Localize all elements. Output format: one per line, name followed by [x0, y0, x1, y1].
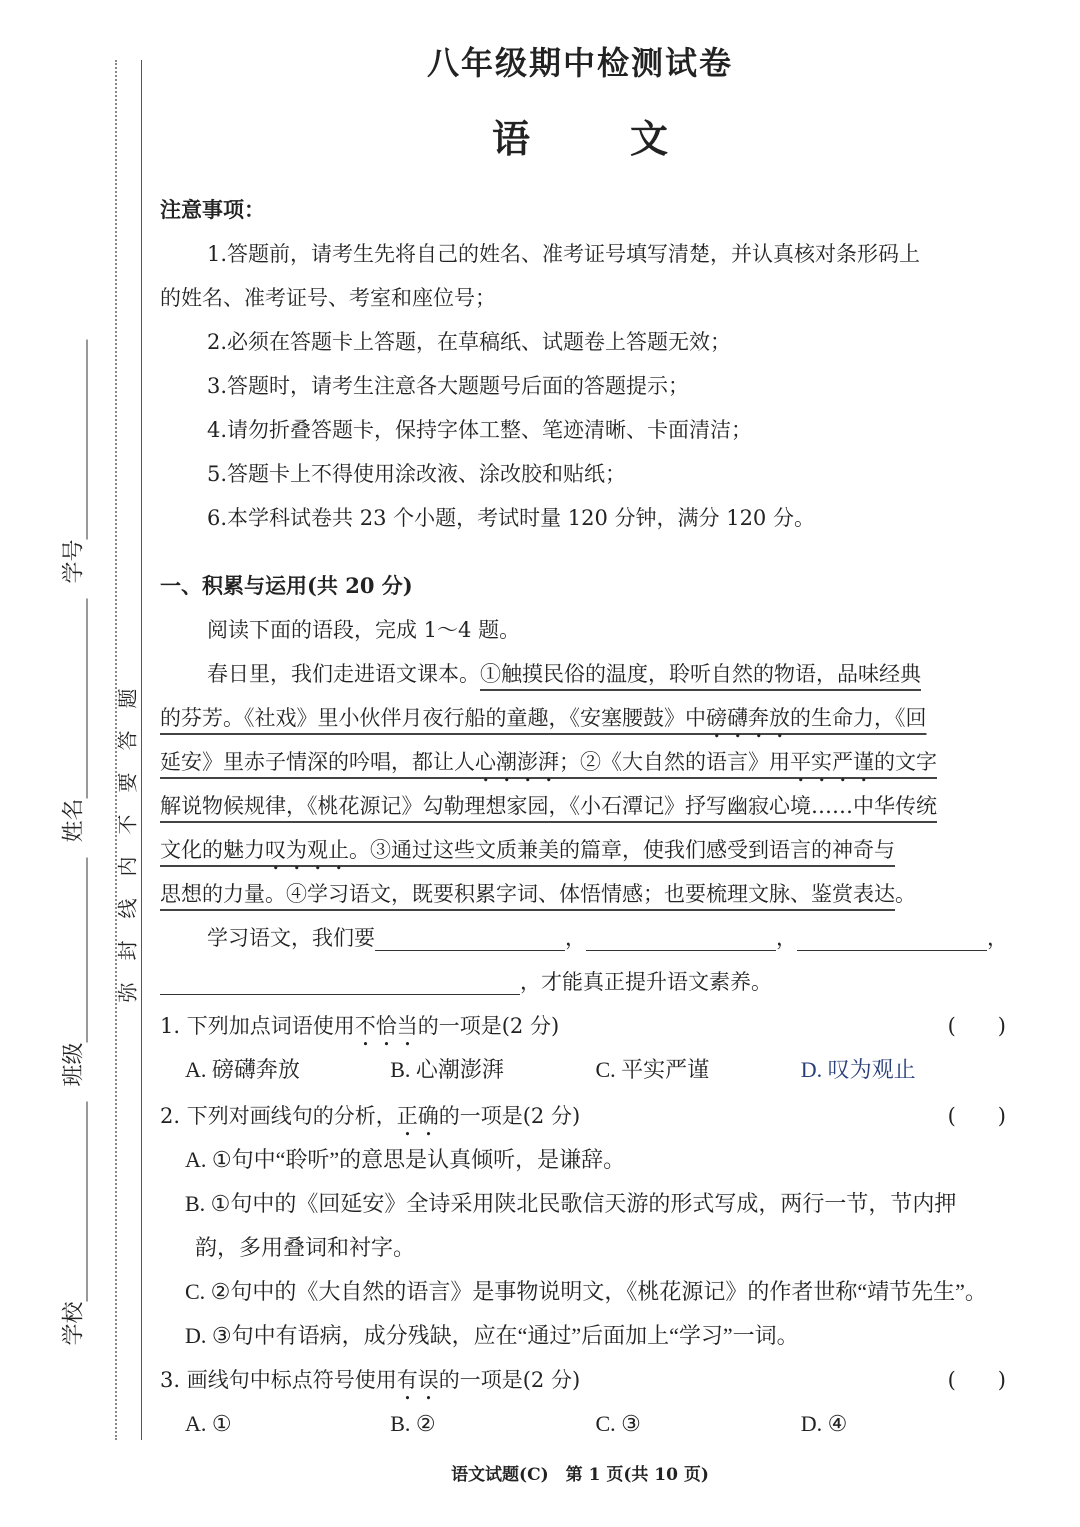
- question-3: 3. 画线句中标点符号使用有误的一项是(2 分) ( ): [160, 1358, 1006, 1402]
- option: D. ③句中有语病，成分残缺，应在“通过”后面加上“学习”一词。: [185, 1323, 799, 1348]
- name-field[interactable]: 姓名: [57, 598, 88, 842]
- subject-title: 语 文: [491, 116, 669, 161]
- school-field[interactable]: 学校: [57, 1101, 88, 1345]
- answer-paren[interactable]: ( ): [947, 1104, 1006, 1128]
- answer-paren[interactable]: ( ): [947, 1014, 1006, 1038]
- option: A. 磅礴奔放: [185, 1057, 300, 1082]
- class-field[interactable]: 班级: [57, 857, 88, 1086]
- option: B. ②: [390, 1411, 436, 1436]
- binding-line: [141, 60, 142, 1440]
- exam-body: 注意事项： 1.答题前，请考生先将自己的姓名、准考证号填写清楚，并认真核对条形码上 的姓名、准考证号、考室和座位号； 2.必须在答题卡上答题，在草稿纸、试题卷上答题无效； 3.答题时，请考生注意各大题题号后面的答题提示； 4.请勿折叠答题卡，保持字体工整、笔迹清晰、卡面清洁； 5.答题卡上不得使用涂改液、涂改胶和贴纸； 6.本学科试卷共 23 个小题，考试时量 120 分钟，满分 120 分。 一、积累与运用(共 20 分) 阅读下面的语段，完成 1～4 题。 春日里，我们走进语文课本。①触摸民俗的温度，聆听自然的物语，品味经典 的芬芳。《社戏》里小伙伴月夜行船的童趣，《安塞腰鼓》中磅礴奔放的生命力，《回 延安》里赤子情深的吟唱，都让人心潮澎湃；②《大自然的语言》用平实严谨的文字 解说物候规律，《桃花源记》勾勒理想家园，《小石潭记》抒写幽寂心境……中华传统 文化的魅力叹为观止。③通过这些文质兼美的篇章，使我们感受到语言的神奇与 思想的力量。④学习语文，既要积累字词、体悟情感；也要梳理文脉、鉴赏表达。 学习语文，我们要 ， ， ， ，才能真正提升语文素养。 1. 下列加点词语使用不恰当的一项是(2 分) ( ) A. 磅礴奔放 B. 心潮澎湃 C. 平实严谨 D. 叹为观止 2. 下列对画线句的分析，正确的一项是(2 分) ( ) A. ①句中“聆听”的意思是认真倾听，是谦辞。 B. ①句中的《回延安》全诗采用陕北民歌信天游的形式写成，两行一节，节内押 韵，多用叠词和衬字。 C. ②句中的《大自然的语言》是事物说明文，《桃花源记》的作者世称“靖节先生”。 D. ③句中有语病，成分残缺，应在“通过”后面加上“学习”一词。 3. 画线句中标点符号使用有误的一项是(2 分) ( ) A. ① B. ② C. ③ D. ④: [160, 188, 1006, 1448]
- option: A. ①: [185, 1411, 232, 1436]
- option: C. ③: [595, 1411, 641, 1436]
- notice-heading: 注意事项：: [160, 197, 265, 222]
- notice-item: 2.必须在答题卡上答题，在草稿纸、试题卷上答题无效；: [207, 330, 732, 354]
- passage: 春日里，我们走进语文课本。①触摸民俗的温度，聆听自然的物语，品味经典 的芬芳。《社戏》里小伙伴月夜行船的童趣，《安塞腰鼓》中磅礴奔放的生命力，《回 延安》里赤子情深的吟唱，都让人心潮澎湃；②《大自然的语言》用平实严谨的文字 解说物候规律，《桃花源记》勾勒理想家园，《小石潭记》抒写幽寂心境……中华传统 文化的魅力叹为观止。③通过这些文质兼美的篇章，使我们感受到语言的神奇与 思想的力量。④学习语文，既要积累字词、体悟情感；也要梳理文脉、鉴赏表达。: [160, 662, 937, 906]
- option: D. 叹为观止: [800, 1057, 916, 1082]
- option: C. ②句中的《大自然的语言》是事物说明文，《桃花源记》的作者世称“靖节先生”。: [185, 1279, 987, 1304]
- question-1: 1. 下列加点词语使用不恰当的一项是(2 分) ( ): [160, 1004, 1006, 1048]
- option: A. ①句中“聆听”的意思是认真倾听，是谦辞。: [185, 1147, 626, 1172]
- answer-blank[interactable]: [797, 921, 987, 951]
- answer-paren[interactable]: ( ): [947, 1368, 1006, 1392]
- notice-item: 的姓名、准考证号、考室和座位号；: [160, 286, 496, 310]
- option: B. ①句中的《回延安》全诗采用陕北民歌信天游的形式写成，两行一节，节内押: [185, 1191, 957, 1216]
- student-info-fields: [57, 246, 88, 1346]
- student-id-field[interactable]: 学号: [57, 339, 88, 583]
- option: B. 心潮澎湃: [390, 1057, 504, 1082]
- answer-blank[interactable]: [160, 965, 520, 995]
- notice-item: 4.请勿折叠答题卡，保持字体工整、笔迹清晰、卡面清洁；: [207, 418, 753, 442]
- notice-item: 6.本学科试卷共 23 个小题，考试时量 120 分钟，满分 120 分。: [207, 506, 815, 530]
- option-continued: 韵，多用叠词和衬字。: [195, 1235, 416, 1260]
- exam-title: 八年级期中检测试卷: [426, 44, 733, 82]
- section-heading: 一、积累与运用(共 20 分): [160, 573, 413, 598]
- page-footer: 语文试题(C) 第 1 页(共 10 页): [451, 1465, 709, 1485]
- reading-instruction: 阅读下面的语段，完成 1～4 题。: [207, 618, 521, 642]
- notice-item: 1.答题前，请考生先将自己的姓名、准考证号填写清楚，并认真核对条形码上: [207, 242, 921, 266]
- option: D. ④: [800, 1411, 848, 1436]
- option: C. 平实严谨: [595, 1057, 710, 1082]
- answer-blank[interactable]: [586, 921, 776, 951]
- notice-item: 3.答题时，请考生注意各大题题号后面的答题提示；: [207, 374, 690, 398]
- notice-item: 5.答题卡上不得使用涂改液、涂改胶和贴纸；: [207, 462, 627, 486]
- question-2: 2. 下列对画线句的分析，正确的一项是(2 分) ( ): [160, 1094, 1006, 1138]
- seal-warning: 弥封线内不要答题: [115, 688, 140, 1003]
- answer-blank[interactable]: [375, 921, 565, 951]
